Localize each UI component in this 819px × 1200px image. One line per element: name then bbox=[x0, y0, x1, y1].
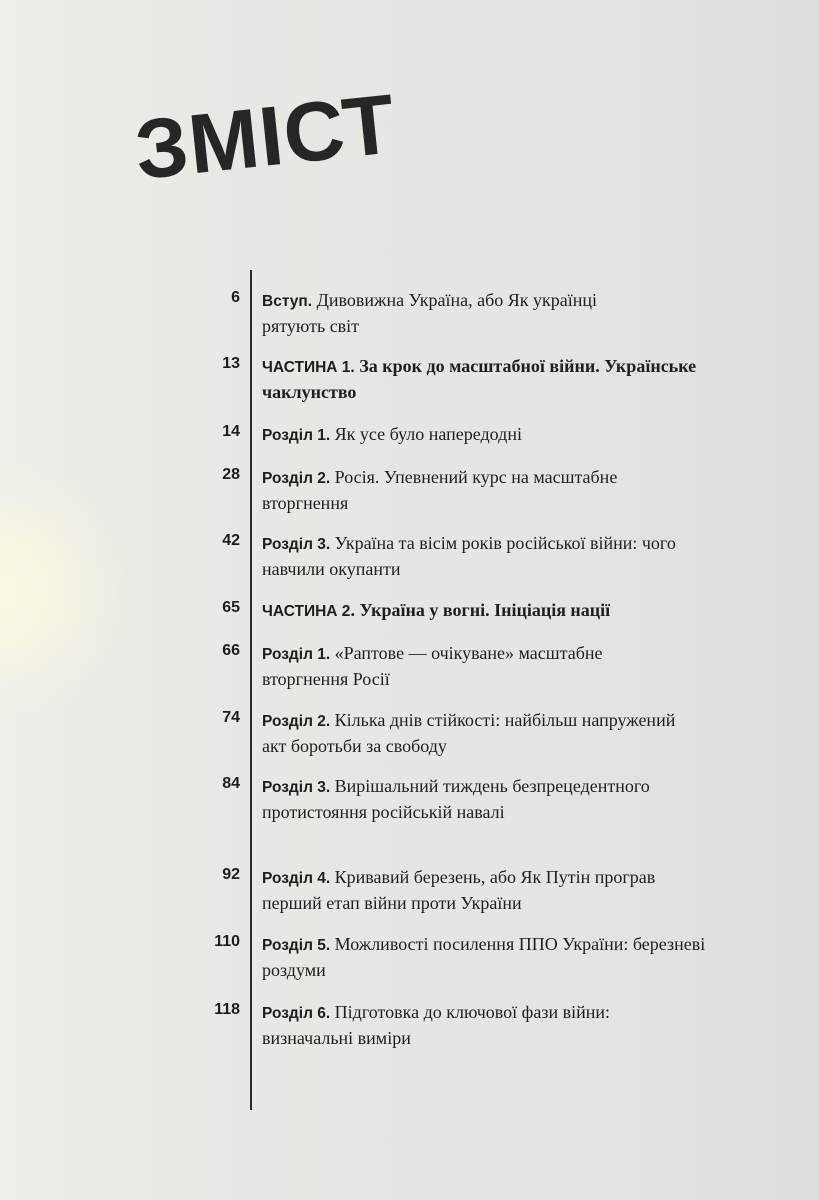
entry-text: Вирішальний тиждень безпрецедентного протистояння російській навалі bbox=[262, 776, 650, 822]
entry-title bbox=[262, 865, 702, 915]
entry-text: . Україна у вогні. Ініціація нації bbox=[350, 600, 611, 620]
entry-text: Підготовка до ключової фази війни: визначальні виміри bbox=[262, 1002, 610, 1048]
entry-text: Кілька днів стійкості: найбільш напружений акт боротьби за свободу bbox=[262, 710, 676, 756]
entry-title bbox=[262, 598, 722, 624]
entry-label: Розділ 4. bbox=[262, 870, 331, 887]
entry-title bbox=[262, 531, 722, 581]
page-number: 14 bbox=[222, 423, 240, 440]
entry-label: ЧАСТИНА 1. bbox=[262, 359, 355, 376]
light-glare bbox=[0, 460, 140, 720]
entry-label: Розділ 1. bbox=[262, 646, 331, 663]
entry-label: Розділ 5. bbox=[262, 937, 331, 954]
entry-text: «Раптове — очікуване» масштабне вторгнення Росії bbox=[262, 643, 603, 689]
page-number: 74 bbox=[222, 709, 240, 726]
entry-label: Розділ 3. bbox=[262, 536, 331, 553]
entry-title bbox=[262, 465, 702, 515]
page-number: 28 bbox=[222, 466, 240, 483]
vertical-divider bbox=[250, 270, 252, 1110]
entry-title bbox=[262, 288, 662, 338]
entry-label: Розділ 3. bbox=[262, 779, 331, 796]
page-title: ЗМІСТ bbox=[130, 76, 400, 197]
page-number: 84 bbox=[222, 775, 240, 792]
entry-text: Як усе було напередодні bbox=[334, 424, 522, 444]
page-number: 66 bbox=[222, 642, 240, 659]
entry-text: Україна та вісім років російської війни: чого навчили окупанти bbox=[262, 533, 676, 579]
entry-text: Кривавий березень, або Як Путін програв перший етап війни проти України bbox=[262, 867, 656, 913]
entry-title bbox=[262, 774, 682, 824]
entry-title bbox=[262, 641, 682, 691]
page-number: 42 bbox=[222, 532, 240, 549]
page-number: 65 bbox=[222, 599, 240, 616]
entry-text: Росія. Упевнений курс на масштабне вторгнення bbox=[262, 467, 618, 513]
entry-title bbox=[262, 1000, 702, 1050]
page-number: 118 bbox=[214, 1001, 240, 1018]
page-number: 13 bbox=[222, 355, 240, 372]
entry-label: Вступ. bbox=[262, 293, 313, 310]
entry-title bbox=[262, 422, 712, 448]
page-number: 92 bbox=[222, 866, 240, 883]
entry-label: Розділ 2. bbox=[262, 470, 331, 487]
entry-label: Розділ 2. bbox=[262, 713, 331, 730]
page-number: 6 bbox=[231, 289, 240, 306]
entry-title bbox=[262, 932, 712, 982]
entry-text: За крок до масштабної війни. Українське чаклунство bbox=[262, 356, 697, 402]
entry-label: ЧАСТИНА 2 bbox=[262, 603, 351, 620]
entry-title bbox=[262, 708, 682, 758]
entry-label: Розділ 1. bbox=[262, 427, 331, 444]
entry-label: Розділ 6. bbox=[262, 1005, 331, 1022]
page-number: 110 bbox=[214, 933, 240, 950]
entry-title bbox=[262, 354, 712, 404]
entry-text: Можливості посилення ППО України: березневі роздуми bbox=[262, 934, 706, 980]
entry-text: Дивовижна Україна, або Як українці рятують світ bbox=[262, 290, 597, 336]
